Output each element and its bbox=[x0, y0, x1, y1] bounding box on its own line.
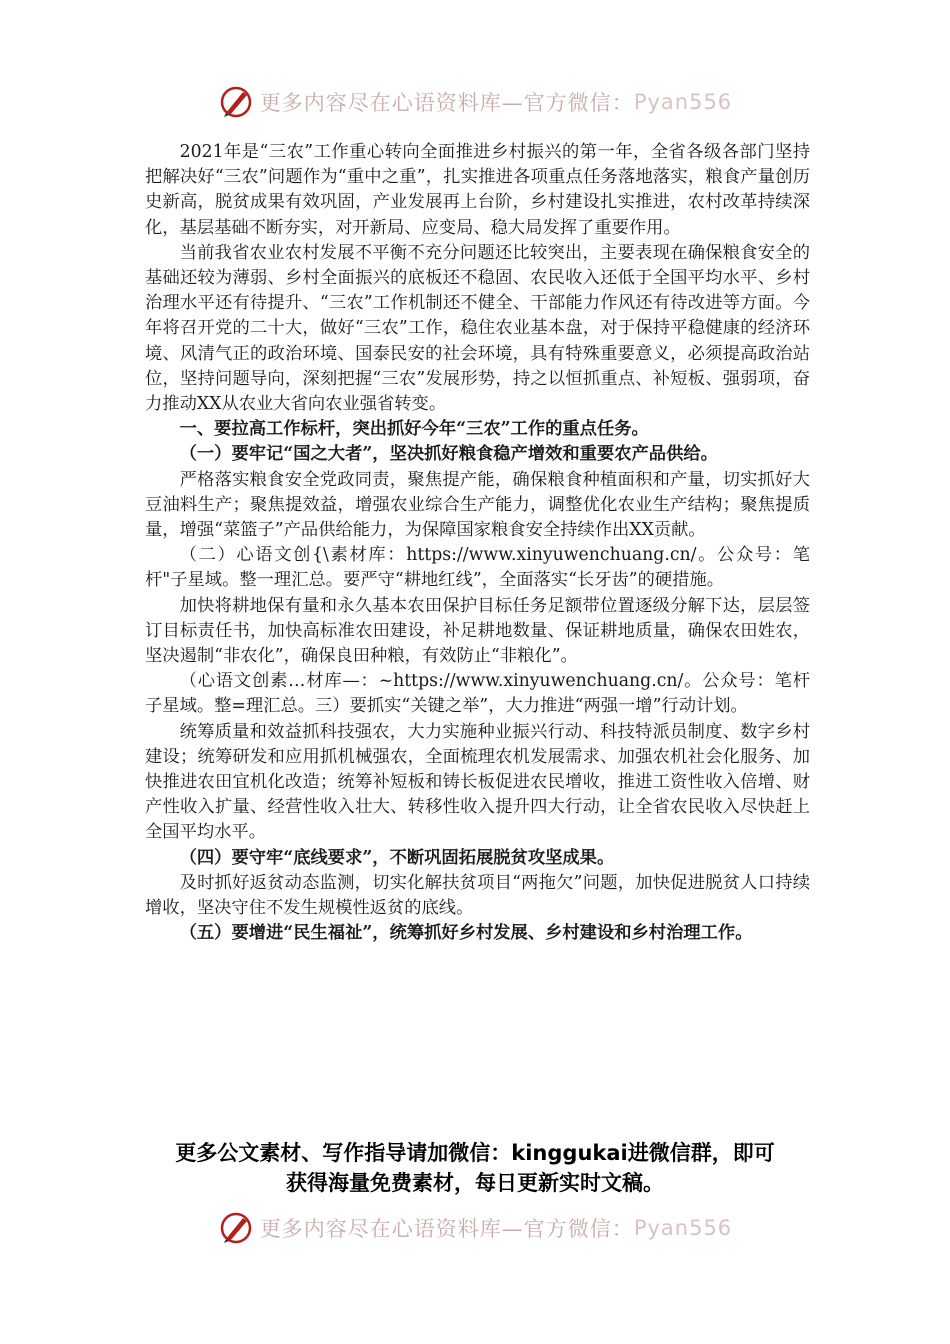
footer-banner bbox=[0, 1208, 950, 1248]
paragraph-problems: 当前我省农业农村发展不平衡不充分问题还比较突出，主要表现在确保粮食安全的基础还较为薄弱、乡村全面振兴的底板还不稳固、农民收入还低于全国平均水平、乡村治理水平还有待提升、“三农”工作机制还不健全、干部能力作风还有待改进等方面。今年将召开党的二十大，做好“三农”工作，稳住农业基本盘，对于保持平稳健康的经济环境、风清气正的政治环境、国泰民安的社会环境，具有特殊重要意义，必须提高政治站位，坚持问题导向，深刻把握“三农”发展形势，持之以恒抓重点、补短板、强弱项，奋力推动XX从农业大省向农业强省转变。 bbox=[145, 242, 810, 415]
subheading-5: （五）要增进“民生福祉”，统筹抓好乡村发展、乡村建设和乡村治理工作。 bbox=[179, 923, 753, 944]
paragraph-technology: 统筹质量和效益抓科技强农，大力实施种业振兴行动、科技特派员制度、数字乡村建设；统筹研发和应用抓机械强农，全面梳理农机发展需求、加强农机社会化服务、加快推进农田宜机化改造；统筹补短板和铸长板促进农民增收，推进工资性收入倍增、财产性收入扩量、经营性收入壮大、转移性收入提升四大行动，让全省农民收入尽快赶上全国平均水平。 bbox=[145, 721, 810, 843]
paragraph-grain: 严格落实粮食安全党政同责，聚焦提产能，确保粮食种植面积和产量，切实抓好大豆油料生产；聚焦提效益，增强农业综合生产能力，调整优化农业生产结构；聚焦提质量，增强“菜篮子”产品供给能力，为保障国家粮食安全持续作出XX贡献。 bbox=[145, 469, 810, 541]
section-heading-1: 一、要拉高工作标杆，突出抓好今年“三农”工作的重点任务。 bbox=[179, 419, 649, 440]
paragraph-poverty: 及时抓好返贫动态监测，切实化解扶贫项目“两拖欠”问题，加快促进脱贫人口持续增收，坚决守住不发生规模性返贫的底线。 bbox=[145, 872, 810, 919]
promo-line-1: 更多公文素材、写作指导请加微信：kinggukai进微信群，即可 bbox=[175, 1141, 775, 1165]
promo-notice bbox=[0, 1138, 950, 1198]
banner-wechat-id: Pyan556 bbox=[633, 1216, 733, 1240]
subheading-1: （一）要牢记“国之大者”，坚决抓好粮食稳产增效和重要农产品供给。 bbox=[179, 444, 718, 465]
document-body bbox=[145, 140, 810, 947]
banner-wechat-id: Pyan556 bbox=[633, 90, 733, 114]
paragraph-farmland: 加快将耕地保有量和永久基本农田保护目标任务足额带位置逐级分解下达，层层签订目标责任书，加快高标准农田建设，补足耕地数量、保证耕地质量，确保农田姓农，坚决遏制“非农化”，确保良田种粮，有效防止“非粮化”。 bbox=[145, 595, 810, 667]
paragraph-intro: 2021年是“三农”工作重心转向全面推进乡村振兴的第一年，全省各级各部门坚持把解决好“三农”问题作为“重中之重”，扎实推进各项重点任务落地落实，粮食产量创历史新高，脱贫成果有效巩固，产业发展再上台阶，乡村建设扎实推进，农村改革持续深化，基层基础不断夯实，对开新局、应变局、稳大局发挥了重要作用。 bbox=[145, 142, 810, 238]
header-banner bbox=[0, 82, 950, 122]
banner-text: 更多内容尽在心语资料库—官方微信： bbox=[259, 91, 634, 115]
subheading-2: （二）心语文创{\素材库：https://www.xinyuwenchuang.cn/。公众号：笔杆"子星域。整一理汇总。要严守“耕地红线”，全面落实“长牙齿”的硬措施。 bbox=[145, 545, 810, 591]
subheading-4: （四）要守牢“底线要求”，不断巩固拓展脱贫攻坚成果。 bbox=[179, 847, 615, 868]
pen-logo-icon bbox=[218, 84, 254, 120]
banner-text: 更多内容尽在心语资料库—官方微信： bbox=[259, 1217, 634, 1241]
pen-logo-icon bbox=[218, 1210, 254, 1246]
promo-line-2: 获得海量免费素材，每日更新实时文稿。 bbox=[286, 1171, 664, 1195]
subheading-3: （心语文创素…材库—：~https://www.xinyuwenchuang.cn/。公众号：笔杆子星域。整=理汇总。三）要抓实“关键之举”，大力推进“两强一增”行动计划。 bbox=[145, 671, 810, 717]
